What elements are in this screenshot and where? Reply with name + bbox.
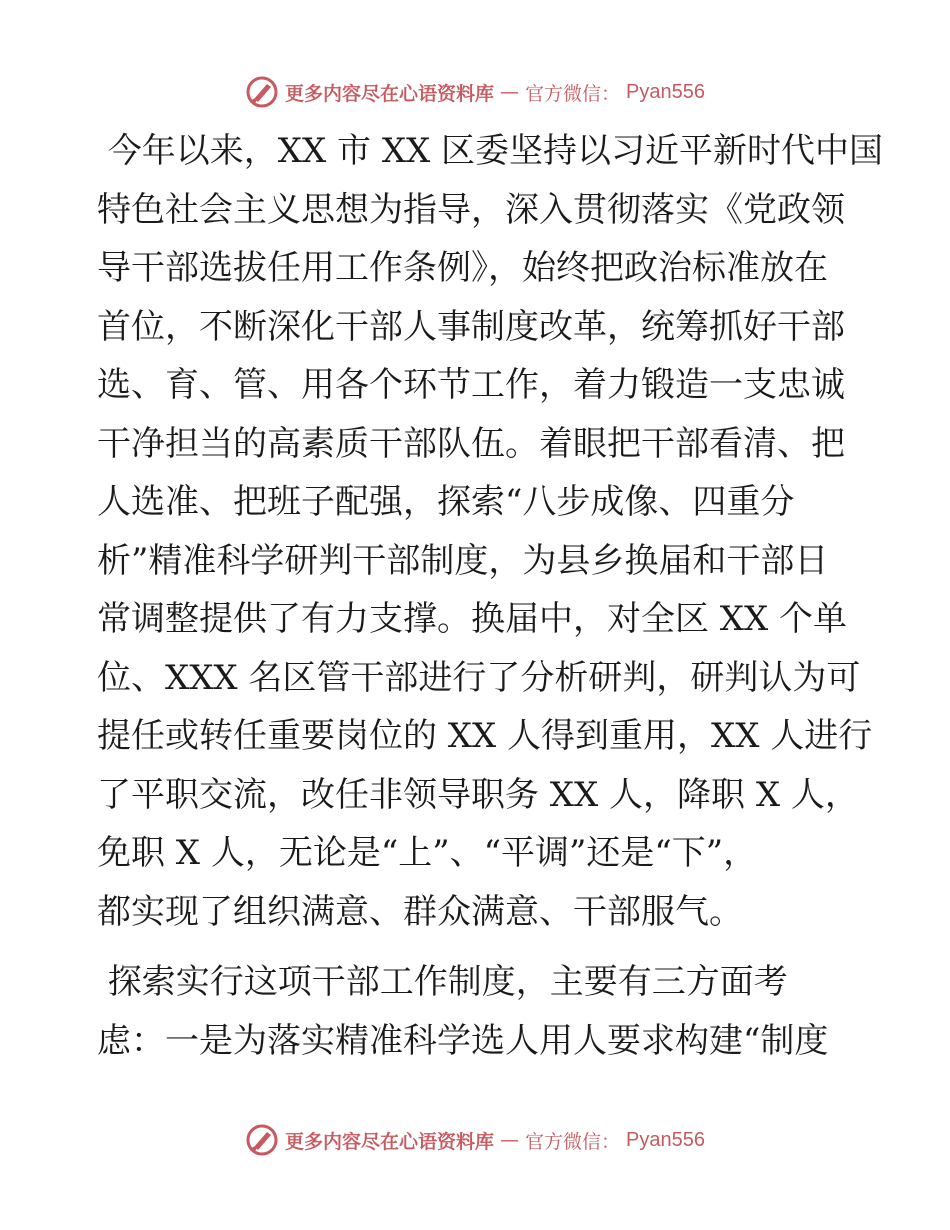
header-wechat-id: Pyan556 [626,80,705,103]
footer-wechat-label: 官方微信： [525,1130,621,1153]
text-line: 探索实行这项干部工作制度，主要有三方面考 [97,962,788,1002]
text-line: 都实现了组织满意、群众满意、干部服气。 [97,891,743,932]
footer-wechat-id: Pyan556 [626,1128,705,1151]
document-body [97,122,884,1070]
header-site-text: 更多内容尽在心语资料库 [285,82,495,105]
paragraph-2 [97,953,857,1070]
text-line: 提任或转任重要岗位的 XX 人得到重用，XX 人进行 [97,716,873,756]
text-line: 常调整提供了有力支撑。换届中，对全区 XX 个单 [97,599,848,639]
text-line: 导干部选拔任用工作条例》，始终把政治标准放在 [97,248,828,288]
header-separator: — [500,81,520,103]
footer-site-text: 更多内容尽在心语资料库 [285,1130,495,1153]
footer-banner [0,1120,950,1160]
footer-separator: — [500,1129,520,1151]
text-line: 位、XXX 名区管干部进行了分析研判，研判认为可 [97,657,861,698]
text-line: 虑：一是为落实精准科学选人用人要求构建“制度 [97,1020,829,1061]
header-wechat-label: 官方微信： [525,82,621,105]
header-banner [0,72,950,112]
text-line: 选、育、管、用各个环节工作，着力锻造一支忠诚 [97,365,845,405]
brush-pen-logo-icon [245,1123,279,1157]
text-line: 人选准、把班子配强，探索“八步成像、四重分 [97,482,795,522]
paragraph-1 [97,122,884,941]
text-line: 析”精准科学研判干部制度，为县乡换届和干部日 [97,540,829,581]
text-line: 了平职交流，改任非领导职务 XX 人，降职 X 人， [97,774,859,815]
text-line: 干净担当的高素质干部队伍。着眼把干部看清、把 [97,423,845,464]
text-line: 今年以来，XX 市 XX 区委坚持以习近平新时代中国 [97,131,884,171]
text-line: 免职 X 人，无论是“上”、“平调”还是“下”， [97,833,758,873]
text-line: 特色社会主义思想为指导，深入贯彻落实《党政领 [97,189,845,230]
text-line: 首位，不断深化干部人事制度改革，统筹抓好干部 [97,306,845,347]
brush-pen-logo-icon [245,75,279,109]
